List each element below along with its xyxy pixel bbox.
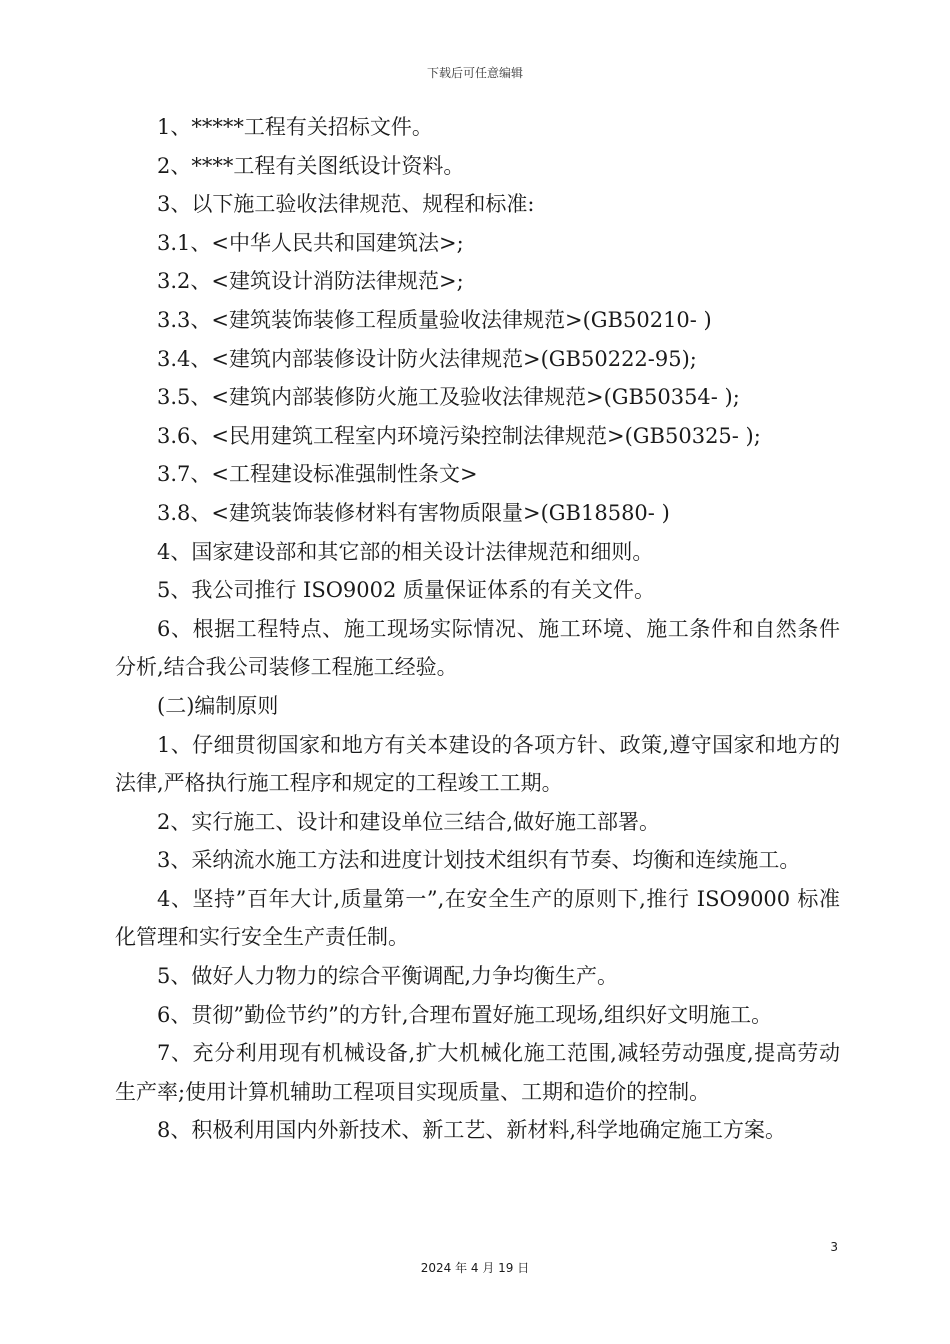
paragraph: 3.5、<建筑内部装修防火施工及验收法律规范>(GB50354- ); — [157, 385, 740, 410]
page-number: 3 — [830, 1240, 838, 1254]
section-heading: (二)编制原则 — [157, 693, 279, 718]
paragraph: 4、坚持”百年大计,质量第一”,在安全生产的原则下,推行 ISO9000 标准化管理和实行安全生产责任制。 — [115, 886, 840, 950]
paragraph: 2、实行施工、设计和建设单位三结合,做好施工部署。 — [157, 809, 661, 834]
paragraph: 1、仔细贯彻国家和地方有关本建设的各项方针、政策,遵守国家和地方的法律,严格执行施工程序和规定的工程竣工工期。 — [115, 732, 840, 796]
paragraph: 1、*****工程有关招标文件。 — [157, 115, 433, 139]
paragraph: 3.7、<工程建设标准强制性条文> — [157, 462, 478, 487]
paragraph: 3.6、<民用建筑工程室内环境污染控制法律规范>(GB50325- ); — [157, 423, 761, 448]
paragraph: 3.3、<建筑装饰装修工程质量验收法律规范>(GB50210- ) — [157, 307, 712, 332]
paragraph: 5、我公司推行 ISO9002 质量保证体系的有关文件。 — [157, 578, 656, 603]
paragraph: 5、做好人力物力的综合平衡调配,力争均衡生产。 — [157, 964, 619, 989]
page-header: 下载后可任意编辑 — [426, 66, 523, 80]
paragraph: 2、****工程有关图纸设计资料。 — [157, 153, 465, 178]
footer-date: 2024 年 4 月 19 日 — [420, 1261, 530, 1275]
paragraph: 3.2、<建筑设计消防法律规范>; — [157, 269, 464, 294]
paragraph: 3.4、<建筑内部装修设计防火法律规范>(GB50222-95); — [157, 346, 697, 371]
paragraph: 4、国家建设部和其它部的相关设计法律规范和细则。 — [157, 539, 654, 564]
paragraph: 3、以下施工验收法律规范、规程和标准: — [157, 192, 535, 217]
document-body — [115, 108, 840, 1150]
paragraph: 8、积极利用国内外新技术、新工艺、新材料,科学地确定施工方案。 — [157, 1118, 787, 1143]
paragraph: 3.1、<中华人民共和国建筑法>; — [157, 230, 464, 255]
paragraph: 7、充分利用现有机械设备,扩大机械化施工范围,减轻劳动强度,提高劳动生产率;使用计算机辅助工程项目实现质量、工期和造价的控制。 — [115, 1041, 840, 1104]
paragraph: 3、采纳流水施工方法和进度计划技术组织有节奏、均衡和连续施工。 — [157, 848, 801, 873]
paragraph: 6、贯彻”勤俭节约”的方针,合理布置好施工现场,组织好文明施工。 — [157, 1002, 773, 1027]
paragraph: 6、根据工程特点、施工现场实际情况、施工环境、施工条件和自然条件分析,结合我公司装修工程施工经验。 — [115, 616, 840, 680]
paragraph: 3.8、<建筑装饰装修材料有害物质限量>(GB18580- ) — [157, 500, 670, 525]
